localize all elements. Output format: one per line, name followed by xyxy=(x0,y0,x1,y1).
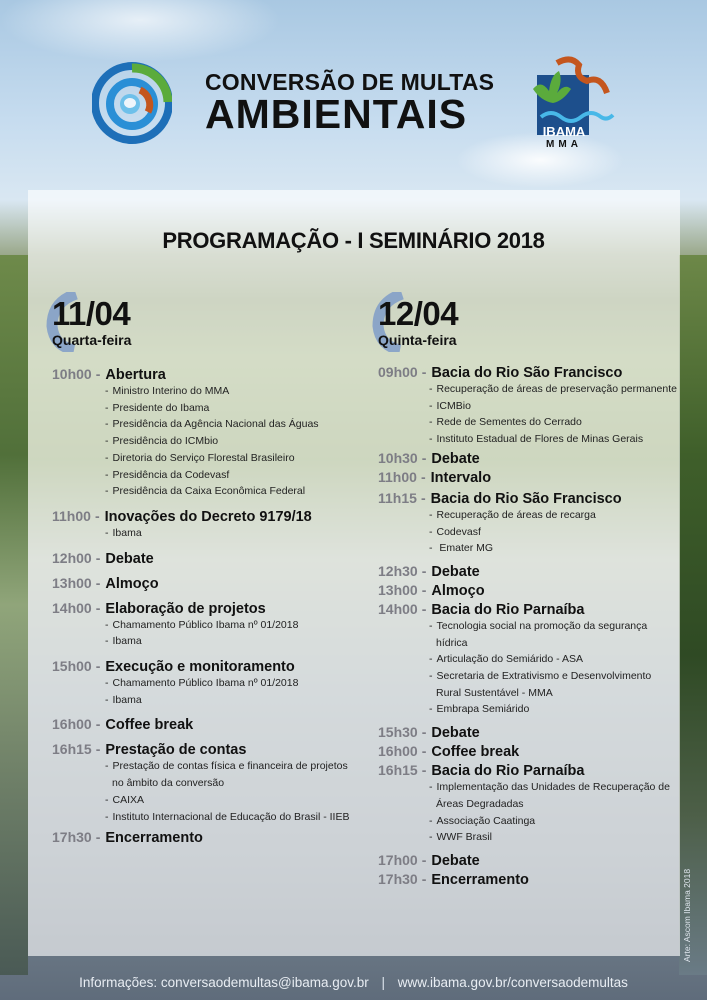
list-dash: - xyxy=(105,693,109,706)
participant-text: Codevasf xyxy=(436,525,481,538)
slot-header xyxy=(378,601,678,618)
participant-item xyxy=(426,618,678,651)
schedule-slot xyxy=(52,508,362,542)
participant-item xyxy=(102,467,362,484)
participant-item xyxy=(102,809,362,826)
slot-time: 12h30 xyxy=(378,562,418,579)
participant-item xyxy=(102,675,362,692)
slot-participants xyxy=(426,779,678,846)
participant-text: Recuperação de áreas de recarga xyxy=(436,508,596,521)
list-dash: - xyxy=(429,416,433,429)
participant-text: Presidência da Codevasf xyxy=(112,468,230,481)
slot-time: 14h00 xyxy=(378,600,418,617)
participant-text: Implementação das Unidades de Recuperação de Áreas Degradadas xyxy=(436,781,670,810)
slot-header xyxy=(52,829,362,846)
participant-text: Ibama xyxy=(112,693,142,706)
slot-time: 11h15 xyxy=(378,489,417,506)
schedule-slot xyxy=(52,741,362,825)
slot-time: 15h30 xyxy=(378,724,418,741)
list-dash: - xyxy=(429,525,433,538)
schedule-slot xyxy=(378,490,678,557)
footer-separator: | xyxy=(381,975,386,990)
participant-item xyxy=(102,483,362,500)
list-dash: - xyxy=(105,618,109,631)
day-date: 11/04 xyxy=(52,295,131,332)
schedule-slot xyxy=(378,871,678,888)
slot-title: Debate xyxy=(431,450,480,467)
participant-text: Instituto Internacional de Educação do Brasil - IIEB xyxy=(112,810,350,823)
schedule-slot xyxy=(52,575,362,592)
schedule-slot xyxy=(52,366,362,500)
slot-participants xyxy=(426,381,678,448)
participant-item xyxy=(102,416,362,433)
list-dash: - xyxy=(429,619,433,632)
background-vegetation-left xyxy=(0,255,28,975)
list-dash: - xyxy=(429,703,433,716)
list-dash: - xyxy=(105,760,109,773)
list-dash: - xyxy=(429,433,433,446)
participant-item xyxy=(102,692,362,709)
schedule-slot xyxy=(378,469,678,486)
slot-title: Debate xyxy=(431,852,480,869)
slot-title: Bacia do Rio Parnaíba xyxy=(431,601,585,618)
slot-header xyxy=(52,550,362,567)
slot-header xyxy=(378,450,678,467)
slot-time: 09h00 xyxy=(378,364,418,380)
participant-item xyxy=(426,779,678,812)
slot-title: Inovações do Decreto 9179/18 xyxy=(104,508,312,525)
slot-header xyxy=(378,852,678,869)
participant-text: Presidência do ICMbio xyxy=(112,435,219,448)
list-dash: - xyxy=(429,399,433,412)
schedule-slot xyxy=(378,852,678,869)
list-dash: - xyxy=(105,526,109,539)
list-dash: - xyxy=(429,670,433,683)
participant-item xyxy=(102,450,362,467)
participant-item xyxy=(426,524,678,541)
slot-dash: - xyxy=(421,870,427,887)
participant-text: Presidente do Ibama xyxy=(112,401,210,414)
slot-participants xyxy=(102,383,362,500)
slot-time: 16h00 xyxy=(52,716,92,733)
footer-info-label: Informações: xyxy=(79,975,158,990)
slot-header xyxy=(378,724,678,741)
participant-item xyxy=(426,381,678,398)
participant-item xyxy=(102,792,362,809)
list-dash: - xyxy=(105,485,109,498)
slot-time: 13h00 xyxy=(52,574,92,591)
participant-item xyxy=(102,758,362,791)
leaf-river-icon xyxy=(527,55,617,135)
participant-item xyxy=(426,668,678,701)
slot-dash: - xyxy=(95,829,101,846)
slot-dash: - xyxy=(95,658,101,675)
slot-time: 10h00 xyxy=(52,366,92,382)
participant-text: Recuperação de áreas de preservação permanente xyxy=(436,383,677,395)
slot-title: Prestação de contas xyxy=(105,742,247,759)
participant-item xyxy=(102,617,362,634)
slot-title: Elaboração de projetos xyxy=(105,600,266,617)
participant-text: Diretoria do Serviço Florestal Brasileiro xyxy=(112,451,295,464)
slot-title: Bacia do Rio São Francisco xyxy=(430,490,622,507)
participant-text: WWF Brasil xyxy=(436,831,492,844)
schedule-slot xyxy=(52,658,362,708)
slot-dash: - xyxy=(420,489,426,506)
participant-text: CAIXA xyxy=(112,793,145,806)
day-column-2 xyxy=(378,296,678,888)
slot-title: Abertura xyxy=(105,367,166,383)
list-dash: - xyxy=(429,781,433,794)
participant-text: Chamamento Público Ibama nº 01/2018 xyxy=(112,677,299,690)
list-dash: - xyxy=(105,451,109,464)
participant-text: Ibama xyxy=(112,635,142,648)
schedule-list xyxy=(378,364,678,888)
slot-dash: - xyxy=(421,762,427,779)
schedule-slot xyxy=(52,716,362,733)
schedule-slot xyxy=(52,550,362,567)
participant-item xyxy=(102,525,362,542)
slot-title: Bacia do Rio Parnaíba xyxy=(431,763,585,780)
slot-time: 17h30 xyxy=(378,870,418,887)
slot-header xyxy=(52,741,362,758)
participant-text: Presidência da Caixa Econômica Federal xyxy=(112,485,306,498)
slot-title: Debate xyxy=(105,550,154,567)
slot-dash: - xyxy=(421,851,427,868)
slot-header xyxy=(378,582,678,599)
slot-header xyxy=(378,743,678,760)
slot-title: Encerramento xyxy=(105,830,203,847)
slot-title: Almoço xyxy=(431,582,485,599)
slot-header xyxy=(52,658,362,675)
slot-title: Intervalo xyxy=(430,469,492,486)
slot-time: 17h30 xyxy=(52,829,92,846)
participant-item xyxy=(102,383,362,400)
ibama-logo-text: IBAMA xyxy=(542,124,586,139)
slot-dash: - xyxy=(95,366,101,382)
participant-item xyxy=(426,540,678,557)
schedule-slot xyxy=(378,601,678,718)
slot-time: 15h00 xyxy=(52,658,92,675)
slot-header xyxy=(52,600,362,617)
poster-header xyxy=(0,0,707,170)
slot-header xyxy=(52,366,362,383)
slot-dash: - xyxy=(95,549,101,566)
schedule-slot xyxy=(378,582,678,599)
slot-title: Debate xyxy=(431,563,480,580)
participant-item xyxy=(426,431,678,448)
slot-title: Coffee break xyxy=(105,717,194,734)
footer-email-link[interactable]: conversaodemultas@ibama.gov.br xyxy=(160,975,369,990)
list-dash: - xyxy=(105,418,109,431)
slot-title: Execução e monitoramento xyxy=(105,659,295,676)
slot-dash: - xyxy=(420,468,426,485)
schedule-slot xyxy=(52,829,362,846)
slot-dash: - xyxy=(421,581,427,598)
slot-title: Debate xyxy=(431,725,480,742)
slot-time: 13h00 xyxy=(378,581,418,598)
slot-header xyxy=(378,364,678,381)
list-dash: - xyxy=(105,810,109,823)
list-dash: - xyxy=(105,435,109,448)
day-weekday: Quarta-feira xyxy=(52,332,132,348)
slot-time: 12h00 xyxy=(52,549,92,566)
slot-title: Coffee break xyxy=(431,744,520,761)
participant-item xyxy=(102,433,362,450)
schedule-slot xyxy=(52,600,362,650)
participant-text: Prestação de contas física e financeira de projetos no âmbito da conversão xyxy=(112,760,348,790)
slot-dash: - xyxy=(421,364,427,380)
participant-text: Rede de Sementes do Cerrado xyxy=(436,416,582,429)
slot-dash: - xyxy=(95,574,101,591)
participant-text: Ministro Interino do MMA xyxy=(112,385,230,397)
program-title: PROGRAMAÇÃO - I SEMINÁRIO 2018 xyxy=(162,228,545,253)
slot-header xyxy=(378,871,678,888)
participant-text: ICMBio xyxy=(436,399,471,412)
slot-participants xyxy=(102,525,362,542)
participant-text: Ibama xyxy=(112,526,142,539)
slot-header xyxy=(52,575,362,592)
list-dash: - xyxy=(429,383,433,395)
participant-item xyxy=(102,633,362,650)
list-dash: - xyxy=(105,635,109,648)
event-title-line2: AMBIENTAIS xyxy=(205,91,468,137)
schedule-slot xyxy=(378,724,678,741)
list-dash: - xyxy=(105,677,109,690)
background-vegetation-right xyxy=(679,255,707,975)
slot-dash: - xyxy=(95,716,101,733)
list-dash: - xyxy=(429,814,433,827)
list-dash: - xyxy=(105,401,109,414)
slot-dash: - xyxy=(421,449,427,466)
list-dash: - xyxy=(105,385,109,397)
participant-text: Chamamento Público Ibama nº 01/2018 xyxy=(112,618,299,631)
participant-text: Presidência da Agência Nacional das Águas xyxy=(112,418,319,431)
mma-logo-text: MMA xyxy=(546,139,582,150)
list-dash: - xyxy=(429,508,433,521)
slot-dash: - xyxy=(95,599,101,616)
participant-text: Articulação do Semiárido - ASA xyxy=(436,653,583,666)
schedule-slot xyxy=(378,743,678,760)
participant-text: Instituto Estadual de Flores de Minas Gerais xyxy=(436,433,644,446)
slot-time: 11h00 xyxy=(378,468,417,485)
participant-item xyxy=(426,701,678,718)
slot-time: 11h00 xyxy=(52,507,91,524)
participant-item xyxy=(426,507,678,524)
list-dash: - xyxy=(429,653,433,666)
list-dash: - xyxy=(429,831,433,844)
slot-title: Bacia do Rio São Francisco xyxy=(431,365,623,381)
slot-participants xyxy=(426,507,678,557)
event-title xyxy=(205,69,515,137)
list-dash: - xyxy=(105,793,109,806)
slot-participants xyxy=(102,617,362,650)
poster-footer xyxy=(0,975,707,990)
participant-item xyxy=(426,651,678,668)
participant-item xyxy=(426,414,678,431)
slot-dash: - xyxy=(421,600,427,617)
slot-time: 16h15 xyxy=(378,762,418,779)
participant-text: Associação Caatinga xyxy=(436,814,536,827)
participant-item xyxy=(426,398,678,415)
slot-time: 10h30 xyxy=(378,449,418,466)
participant-item xyxy=(102,400,362,417)
list-dash: - xyxy=(429,542,433,555)
day-column-1 xyxy=(52,296,362,846)
day-header xyxy=(52,296,362,354)
slot-time: 16h00 xyxy=(378,743,418,760)
event-title-line1: CONVERSÃO DE MULTAS xyxy=(205,69,495,95)
slot-dash: - xyxy=(421,724,427,741)
participant-text: Secretaria de Extrativismo e Desenvolvimento Rural Sustentável - MMA xyxy=(436,670,652,699)
ibama-logo xyxy=(527,55,617,155)
slot-header xyxy=(378,762,678,779)
participant-text: Tecnologia social na promoção da segurança hídrica xyxy=(436,619,648,649)
slot-time: 14h00 xyxy=(52,599,92,616)
schedule-slot xyxy=(378,762,678,846)
day-date: 12/04 xyxy=(378,295,459,332)
day-weekday: Quinta-feira xyxy=(378,332,457,348)
art-credit: Arte: Ascom Ibama 2018 xyxy=(682,868,692,962)
schedule-slot xyxy=(378,364,678,448)
slot-header xyxy=(52,508,362,525)
slot-time: 16h15 xyxy=(52,741,92,758)
slot-title: Almoço xyxy=(105,575,159,592)
slot-dash: - xyxy=(421,743,427,760)
schedule-slot xyxy=(378,450,678,467)
slot-title: Encerramento xyxy=(431,871,529,888)
participant-text: Emater MG xyxy=(436,542,494,555)
footer-website-link[interactable]: www.ibama.gov.br/conversaodemultas xyxy=(397,975,628,990)
slot-participants xyxy=(426,618,678,718)
slot-dash: - xyxy=(95,741,101,758)
slot-time: 17h00 xyxy=(378,851,418,868)
participant-item xyxy=(426,829,678,846)
slot-header xyxy=(378,490,678,507)
participant-text: Embrapa Semiárido xyxy=(436,703,530,716)
slot-participants xyxy=(102,758,362,825)
slot-dash: - xyxy=(421,562,427,579)
schedule-list xyxy=(52,366,362,846)
schedule-slot xyxy=(378,563,678,580)
slot-header xyxy=(52,716,362,733)
day-header xyxy=(378,296,678,354)
slot-dash: - xyxy=(94,507,100,524)
slot-header xyxy=(378,469,678,486)
list-dash: - xyxy=(105,468,109,481)
swirl-globe-icon xyxy=(92,62,172,144)
participant-item xyxy=(426,813,678,830)
slot-participants xyxy=(102,675,362,708)
slot-header xyxy=(378,563,678,580)
